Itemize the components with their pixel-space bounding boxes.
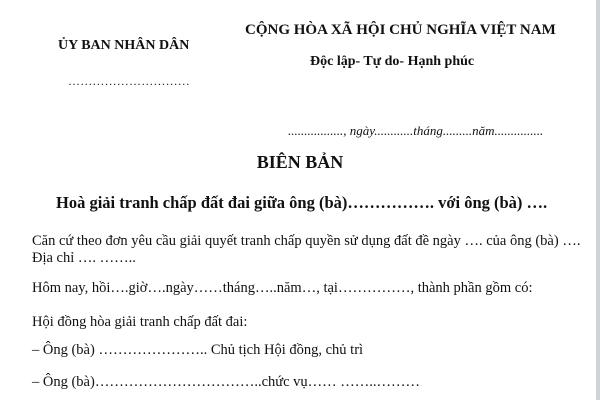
council-member-second: – Ông (bà)……………………………..chức vụ…… ……..……… bbox=[32, 374, 421, 390]
authority-name-blank: ………………………… bbox=[68, 74, 190, 88]
place-date-line: ................., ngày............tháng.........năm............... bbox=[288, 123, 544, 138]
national-motto: Độc lập- Tự do- Hạnh phúc bbox=[310, 54, 475, 69]
document-subtitle: Hoà giải tranh chấp đất đai giữa ông (bà)……………. với ông (bà) …. bbox=[56, 193, 548, 212]
council-member-chair: – Ông (bà) ………………….. Chủ tịch Hội đồng, chủ trì bbox=[32, 342, 364, 358]
document-title: BIÊN BẢN bbox=[256, 152, 344, 172]
national-title: CỘNG HÒA XÃ HỘI CHỦ NGHĨA VIỆT NAM bbox=[245, 22, 556, 38]
council-heading: Hội đồng hòa giải tranh chấp đất đai: bbox=[32, 314, 248, 330]
basis-paragraph-line1: Căn cứ theo đơn yêu cầu giải quyết tranh chấp quyền sử dụng đất đề ngày …. của ông (bà) …. bbox=[32, 233, 581, 249]
page-edge-divider bbox=[596, 0, 600, 400]
basis-paragraph-line2: Địa chỉ …. …….. bbox=[32, 250, 136, 266]
issuing-authority: ỦY BAN NHÂN DÂN bbox=[58, 38, 190, 53]
time-place-paragraph: Hôm nay, hồi….giờ….ngày……tháng…..năm…, tại……………, thành phần gồm có: bbox=[32, 280, 533, 296]
